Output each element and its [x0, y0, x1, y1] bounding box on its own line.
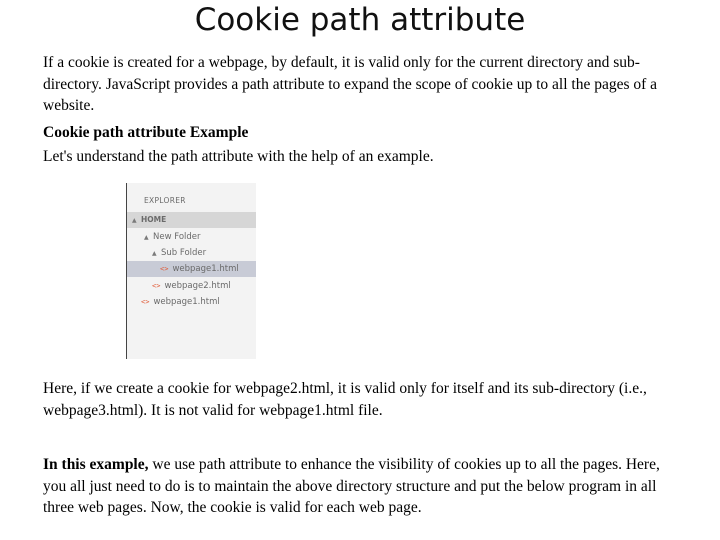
slide-title: Cookie path attribute [194, 2, 526, 38]
tree-root-home[interactable] [127, 212, 256, 228]
intro-paragraph: If a cookie is created for a webpage, by default, it is valid only for the current directory and sub-directory. JavaScript provides a path attribute to expand the scope of cookie up to all the pages of a website. [43, 54, 658, 114]
example-intro-paragraph: Let's understand the path attribute with the help of an example. [43, 148, 434, 165]
tree-item-label: webpage2.html [164, 281, 231, 291]
triangle-down-icon: ▲ [152, 250, 157, 257]
triangle-down-icon: ▲ [132, 217, 137, 224]
tree-item-webpage1-root[interactable] [127, 294, 256, 310]
tree-item-new-folder[interactable] [127, 229, 256, 245]
html-file-icon: <> [152, 282, 161, 290]
tree-item-webpage2[interactable] [127, 278, 256, 294]
tree-item-sub-folder[interactable] [127, 245, 256, 261]
usage-paragraph [43, 454, 683, 519]
explorer-screenshot [126, 183, 256, 359]
triangle-down-icon: ▲ [144, 234, 149, 241]
explorer-header: EXPLORER [144, 196, 186, 205]
html-file-icon: <> [160, 265, 169, 273]
usage-rest: we use path attribute to enhance the visibility of cookies up to all the pages. Here, you all just need to do is to maintain the above directory structure and put the below program in all three web pages. Now, the cookie is valid for each web page. [43, 456, 660, 516]
usage-lead: In this example, [43, 456, 149, 473]
explanation-paragraph: Here, if we create a cookie for webpage2.html, it is valid only for itself and its sub-directory (i.e., webpage3.html). It is not valid for webpage1.html file. [43, 380, 647, 419]
tree-item-label: New Folder [153, 232, 201, 242]
example-heading: Cookie path attribute Example [43, 124, 249, 141]
tree-item-label: webpage1.html [153, 297, 220, 307]
tree-item-label: webpage1.html [172, 264, 239, 274]
html-file-icon: <> [141, 298, 150, 306]
tree-item-label: Sub Folder [161, 248, 207, 258]
tree-root-label: HOME [141, 215, 167, 224]
tree-item-webpage1-selected[interactable] [127, 261, 256, 277]
